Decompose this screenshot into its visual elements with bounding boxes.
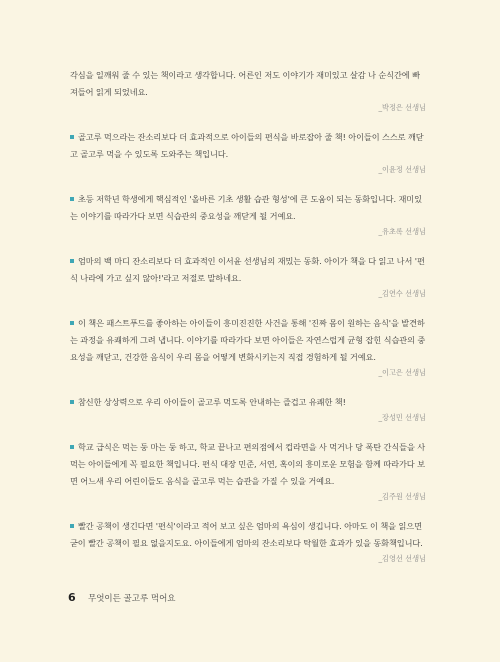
- review-item: [70, 191, 426, 237]
- running-title: 무엇이든 골고루 먹어요: [88, 594, 176, 604]
- bullet-marker-icon: [70, 400, 74, 404]
- review-author: _김연수 선생님: [378, 289, 426, 298]
- review-item: [70, 394, 426, 423]
- review-text: 골고루 먹으라는 잔소리보다 더 효과적으로 아이들의 편식을 바로잡아 줄 책! 아이들이 스스로 깨닫고 골고루 먹을 수 있도록 도와주는 책입니다.: [70, 132, 424, 159]
- review-paragraph: [70, 315, 426, 366]
- bullet-marker-icon: [70, 524, 74, 528]
- bullet-marker-icon: [70, 197, 74, 201]
- review-item: [70, 315, 426, 378]
- review-paragraph: [70, 394, 426, 411]
- bullet-marker-icon: [70, 259, 74, 263]
- review-author: _박정은 선생님: [378, 103, 426, 112]
- reviews-section: [70, 67, 426, 580]
- review-paragraph: [70, 518, 426, 552]
- bullet-marker-icon: [70, 135, 74, 139]
- review-author: _장성민 선생님: [378, 413, 426, 422]
- review-text: 참신한 상상력으로 우리 아이들이 골고루 먹도록 안내하는 즐겁고 유쾌한 책!: [78, 397, 346, 407]
- review-text: 초등 저학년 학생에게 핵심적인 '올바른 기초 생활 습관 형성'에 큰 도움이 되는 동화입니다. 재미있는 이야기를 따라가다 보면 식습관의 중요성을 깨닫게 될 거예요.: [70, 194, 422, 221]
- review-text: 빨간 공책이 생긴다면 '편식'이라고 적어 보고 싶은 엄마의 욕심이 생깁니다. 아마도 이 책을 읽으면 굳이 빨간 공책이 필요 없을지도요. 아이들에게 엄마의 잔소리보다 탁월한 효과가 있을 동화책입니다.: [70, 521, 423, 548]
- review-item: [70, 129, 426, 175]
- page-number: 6: [68, 591, 76, 604]
- bullet-marker-icon: [70, 321, 74, 325]
- review-item: [70, 439, 426, 502]
- review-text: 이 책은 패스트푸드를 좋아하는 아이들이 흥미진진한 사건을 통해 '진짜 몸이 원하는 음식'을 발견하는 과정을 유쾌하게 그려 냅니다. 이야기를 따라가다 보면 아이들은 자연스럽게 균형 잡힌 식습관의 중요성을 깨닫고, 건강한 음식이 우리 몸을 어떻게 변화시키는지 직접 경험하게 될 거예요.: [70, 318, 426, 362]
- review-paragraph: [70, 191, 426, 225]
- review-author: _김영선 선생님: [378, 554, 426, 563]
- review-item: [70, 67, 426, 113]
- review-author: _이윤정 선생님: [378, 165, 426, 174]
- bullet-marker-icon: [70, 445, 74, 449]
- review-paragraph: [70, 129, 426, 163]
- review-item: [70, 518, 426, 564]
- review-author: _유초록 선생님: [378, 227, 426, 236]
- review-author: _김주원 선생님: [378, 492, 426, 501]
- review-text: 엄마의 백 마디 잔소리보다 더 효과적인 이서윤 선생님의 재밌는 동화. 아이가 책을 다 읽고 나서 '편식 나라에 가고 싶지 않아!'라고 저절로 말하네요.: [70, 256, 425, 283]
- review-author: _이고은 선생님: [378, 368, 426, 377]
- review-item: [70, 253, 426, 299]
- review-paragraph: [70, 439, 426, 490]
- review-text: 학교 급식은 먹는 둥 마는 둥 하고, 학교 끝나고 편의점에서 컵라면을 사 먹거나 당 폭탄 간식들을 사 먹는 아이들에게 꼭 필요한 책입니다. 편식 대장 민준, 서연, 혹이의 흥미로운 모험을 함께 따라가다 보면 어느새 우리 어린이들도 음식을 골고루 먹는 습관을 가질 수 있을 거예요.: [70, 442, 426, 486]
- page-footer: [68, 591, 176, 604]
- review-text: 각심을 일깨워 줄 수 있는 책이라고 생각합니다. 어른인 저도 이야기가 재미있고 살감 나 순식간에 빠져들어 읽게 되었네요.: [70, 70, 420, 97]
- review-paragraph: [70, 253, 426, 287]
